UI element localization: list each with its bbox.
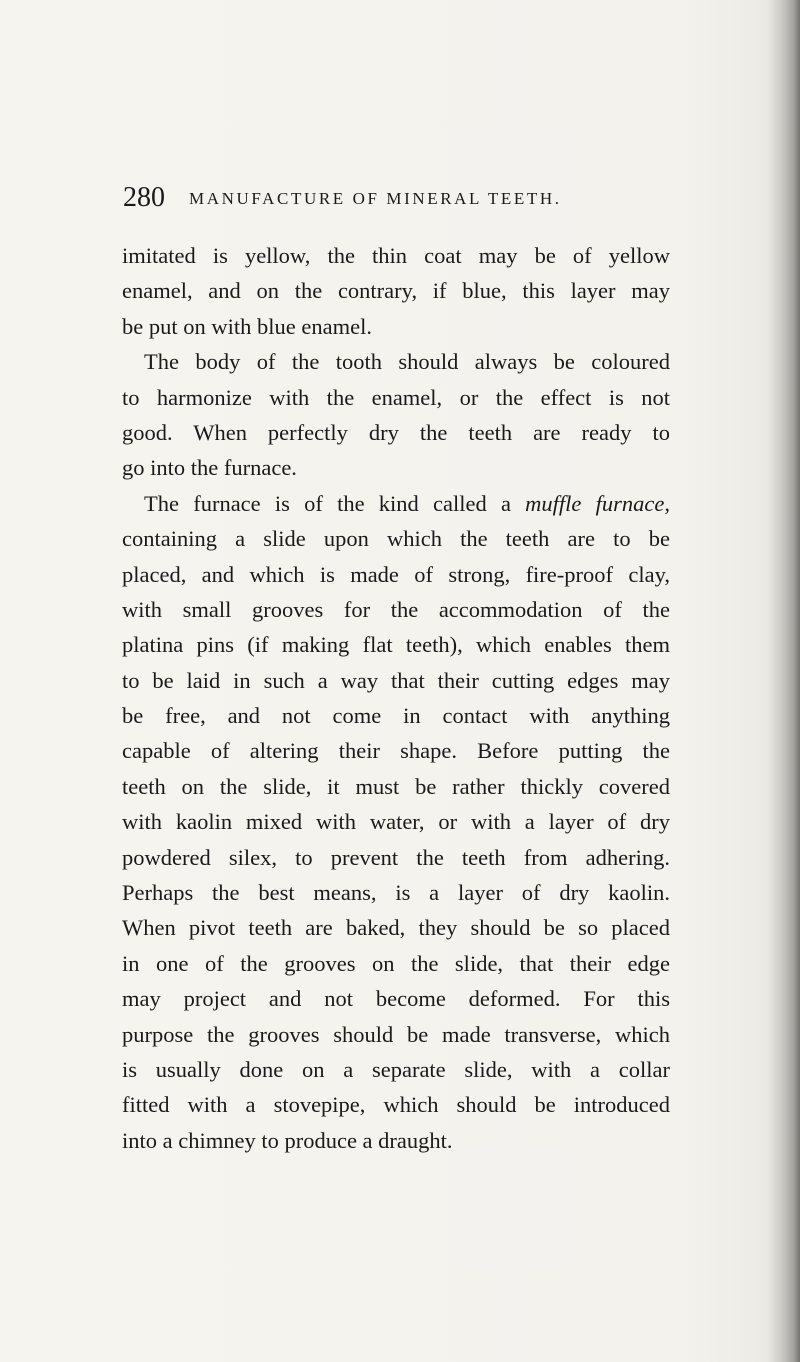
text-line-with-term: [122, 486, 670, 521]
text-line: When pivot teeth are baked, they should be so placed: [122, 915, 670, 941]
text-line: with kaolin mixed with water, or with a layer of dry: [122, 809, 670, 835]
text-line: capable of altering their shape. Before putting the: [122, 738, 670, 764]
text-line: placed, and which is made of strong, fire-proof clay,: [122, 561, 670, 587]
text-line: is usually done on a separate slide, with a collar: [122, 1056, 670, 1082]
text-line: in one of the grooves on the slide, that their edge: [122, 950, 670, 976]
page-header: [123, 180, 663, 220]
text-line: Perhaps the best means, is a layer of dry kaolin.: [122, 880, 670, 906]
text-line: teeth on the slide, it must be rather thickly covered: [122, 773, 670, 799]
page-edge-shadow: [768, 0, 800, 1362]
text-line: to be laid in such a way that their cutting edges may: [122, 667, 670, 693]
text-line: may project and not become deformed. For this: [122, 986, 670, 1012]
text-line: be put on with blue enamel.: [122, 313, 372, 339]
text-line: go into the furnace.: [122, 455, 297, 481]
text-line: enamel, and on the contrary, if blue, this layer may: [122, 278, 670, 304]
italic-term: muffle furnace,: [525, 490, 670, 516]
text-line: The body of the tooth should always be coloured: [144, 349, 670, 375]
text-line: imitated is yellow, the thin coat may be of yellow: [122, 243, 670, 268]
body-text: [122, 238, 670, 1158]
running-head: MANUFACTURE OF MINERAL TEETH.: [189, 189, 562, 208]
text-line: into a chimney to produce a draught.: [122, 1127, 453, 1153]
text-line: with small grooves for the accommodation of the: [122, 596, 670, 622]
text-line: be free, and not come in contact with anything: [122, 703, 670, 729]
text-line: powdered silex, to prevent the teeth from adhering.: [122, 844, 670, 870]
text-line: containing a slide upon which the teeth are to be: [122, 526, 670, 552]
text-line-start: The furnace is of the kind called a: [144, 490, 511, 516]
text-line: platina pins (if making flat teeth), which enables them: [122, 632, 670, 658]
page-number: 280: [123, 182, 165, 213]
text-line: to harmonize with the enamel, or the effect is not: [122, 384, 670, 410]
text-line: good. When perfectly dry the teeth are ready to: [122, 419, 670, 445]
text-line: fitted with a stovepipe, which should be introduced: [122, 1092, 670, 1118]
text-line: purpose the grooves should be made transverse, which: [122, 1021, 670, 1047]
